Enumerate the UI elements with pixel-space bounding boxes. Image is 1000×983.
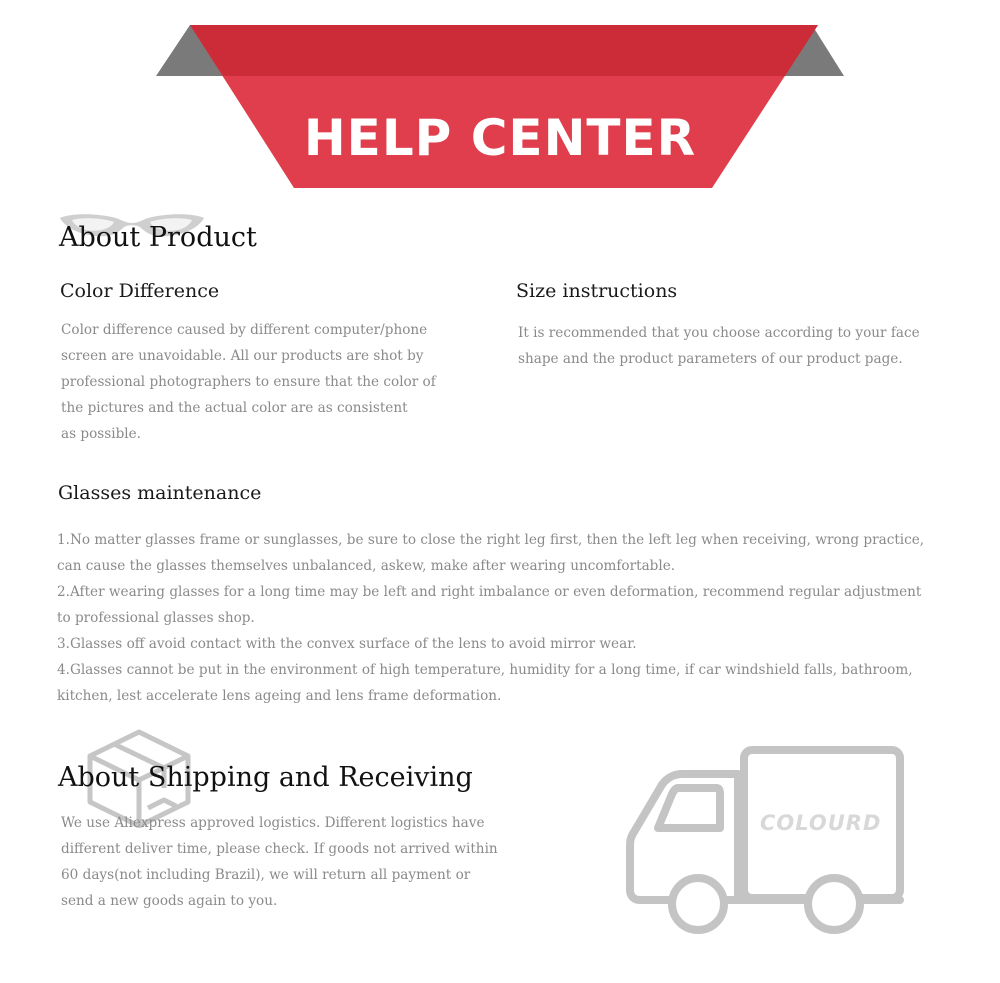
text-line: send a new goods again to you. — [61, 893, 278, 909]
text-line: kitchen, lest accelerate lens ageing and lens frame deformation. — [57, 688, 502, 704]
text-line: 60 days(not including Brazil), we will return all payment or — [61, 867, 471, 883]
text-line: professional photographers to ensure that the color of — [61, 374, 436, 390]
text-line: 1.No matter glasses frame or sunglasses, be sure to close the right leg first, then the left leg when receiving, wrong practice, — [57, 532, 925, 548]
text-line: It is recommended that you choose according to your face — [518, 325, 920, 341]
banner-ribbon-top — [190, 25, 818, 76]
text-line: 4.Glasses cannot be put in the environment of high temperature, humidity for a long time, if car windshield falls, bathroom, — [57, 662, 913, 678]
size-instructions-text — [518, 320, 958, 372]
text-line: shape and the product parameters of our product page. — [518, 351, 903, 367]
text-line: 3.Glasses off avoid contact with the convex surface of the lens to avoid mirror wear. — [57, 636, 637, 652]
about-product-title: About Product — [59, 222, 257, 253]
color-difference-text — [61, 317, 491, 447]
text-line: We use Aliexpress approved logistics. Different logistics have — [61, 815, 485, 831]
text-line: Color difference caused by different computer/phone — [61, 322, 428, 338]
text-line: can cause the glasses themselves unbalanced, askew, make after wearing uncomfortable. — [57, 558, 676, 574]
text-line: the pictures and the actual color are as consistent — [61, 400, 408, 416]
text-line: as possible. — [61, 426, 142, 442]
truck-brand-text: COLOURD — [760, 811, 882, 835]
help-center-banner — [0, 0, 1000, 200]
banner-title: HELP CENTER — [303, 109, 697, 167]
color-difference-title: Color Difference — [60, 280, 220, 302]
text-line: different deliver time, please check. If goods not arrived within — [61, 841, 498, 857]
text-line: screen are unavoidable. All our products are shot by — [61, 348, 424, 364]
glasses-maintenance-text — [57, 527, 957, 709]
shipping-text — [61, 810, 531, 914]
glasses-maintenance-title: Glasses maintenance — [58, 482, 262, 504]
shipping-title: About Shipping and Receiving — [58, 762, 473, 793]
truck-icon — [624, 744, 908, 936]
text-line: 2.After wearing glasses for a long time may be left and right imbalance or even deformation, recommend regular adjustment — [57, 584, 922, 600]
text-line: to professional glasses shop. — [57, 610, 255, 626]
size-instructions-title: Size instructions — [516, 280, 678, 302]
